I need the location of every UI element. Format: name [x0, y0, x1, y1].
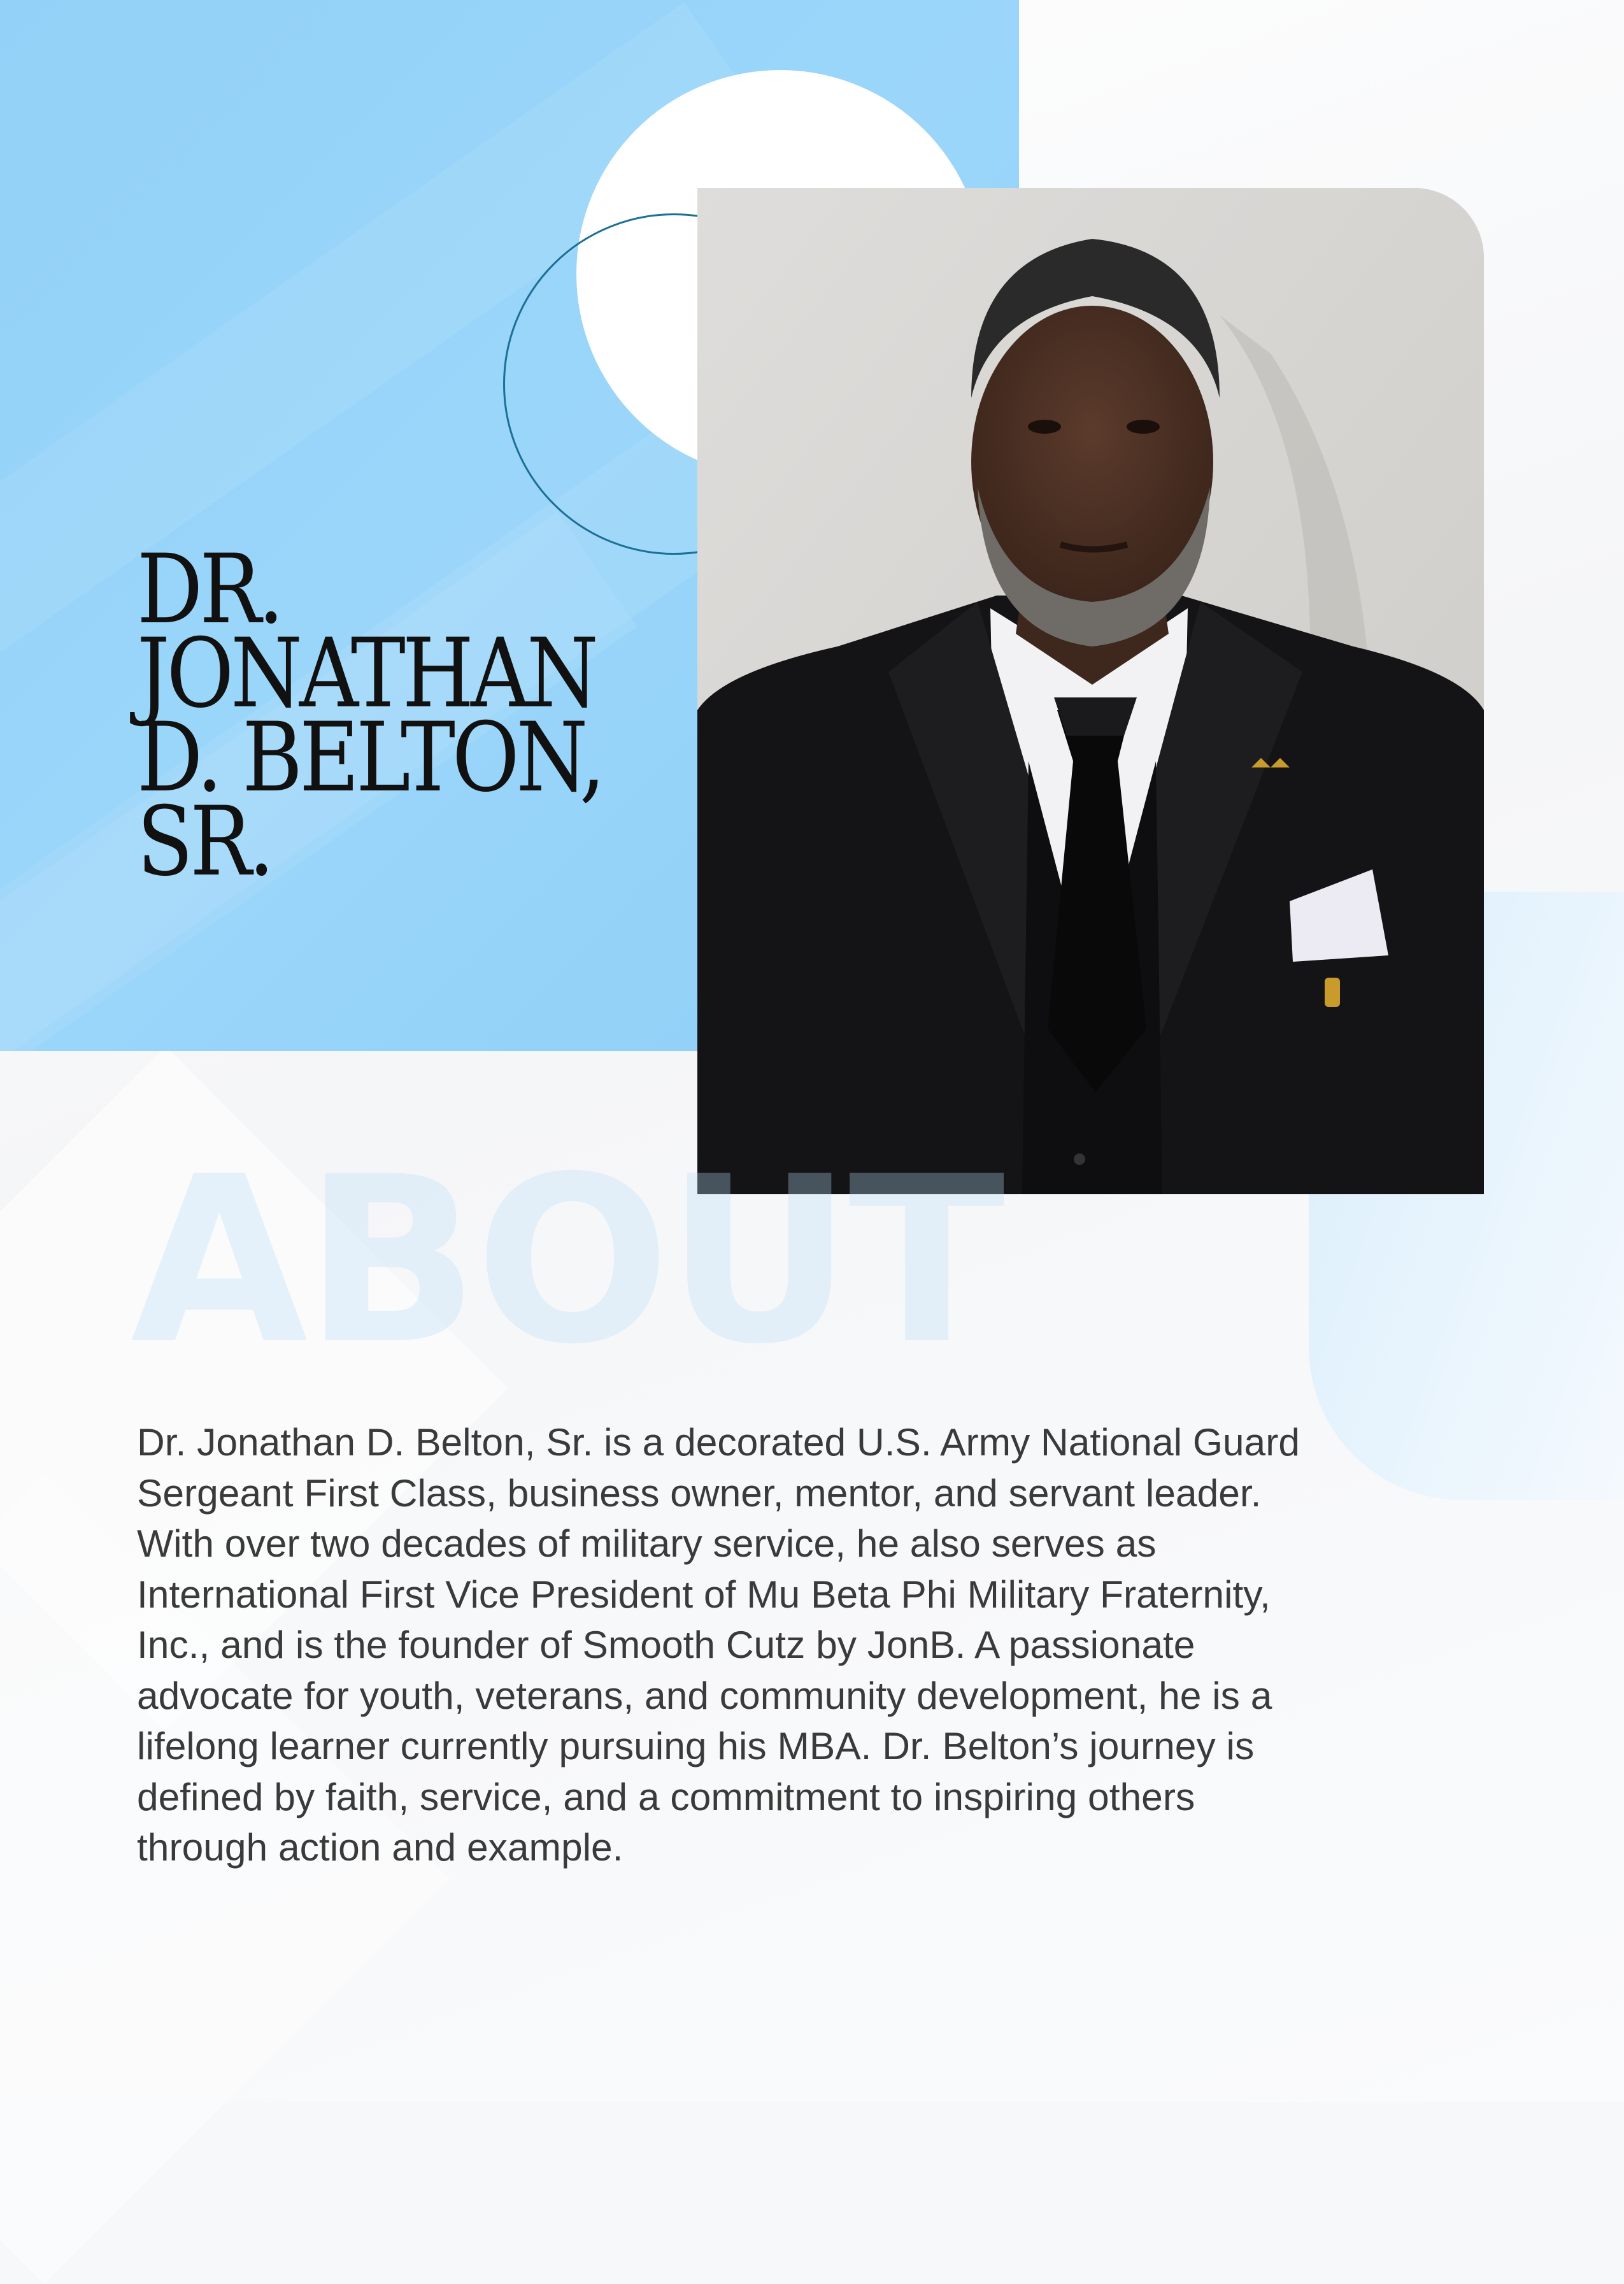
- name-line: DR.: [137, 534, 281, 645]
- portrait-photo: [697, 188, 1484, 1194]
- person-name-heading: [137, 534, 619, 897]
- name-line: D. BELTON,: [137, 703, 602, 813]
- bio-paragraph: Dr. Jonathan D. Belton, Sr. is a decorated U.S. Army National Guard Sergeant First Class, business owner, mentor, and servant leader. With over two decades of military service, he also serves as International First Vice President of Mu Beta Phi Military Fraternity, Inc., and is the founder of Smooth Cutz by JonB. A passionate advocate for youth, veterans, and community development, he is a lifelong learner currently pursuing his MBA. Dr. Belton’s journey is defined by faith, service, and a commitment to inspiring others through action and example.: [137, 1420, 1300, 1869]
- name-line: JONATHAN: [137, 618, 595, 729]
- portrait-photo-icon: [697, 188, 1484, 1194]
- name-line: SR.: [137, 787, 272, 897]
- about-watermark: ABOUT: [131, 1127, 1001, 1394]
